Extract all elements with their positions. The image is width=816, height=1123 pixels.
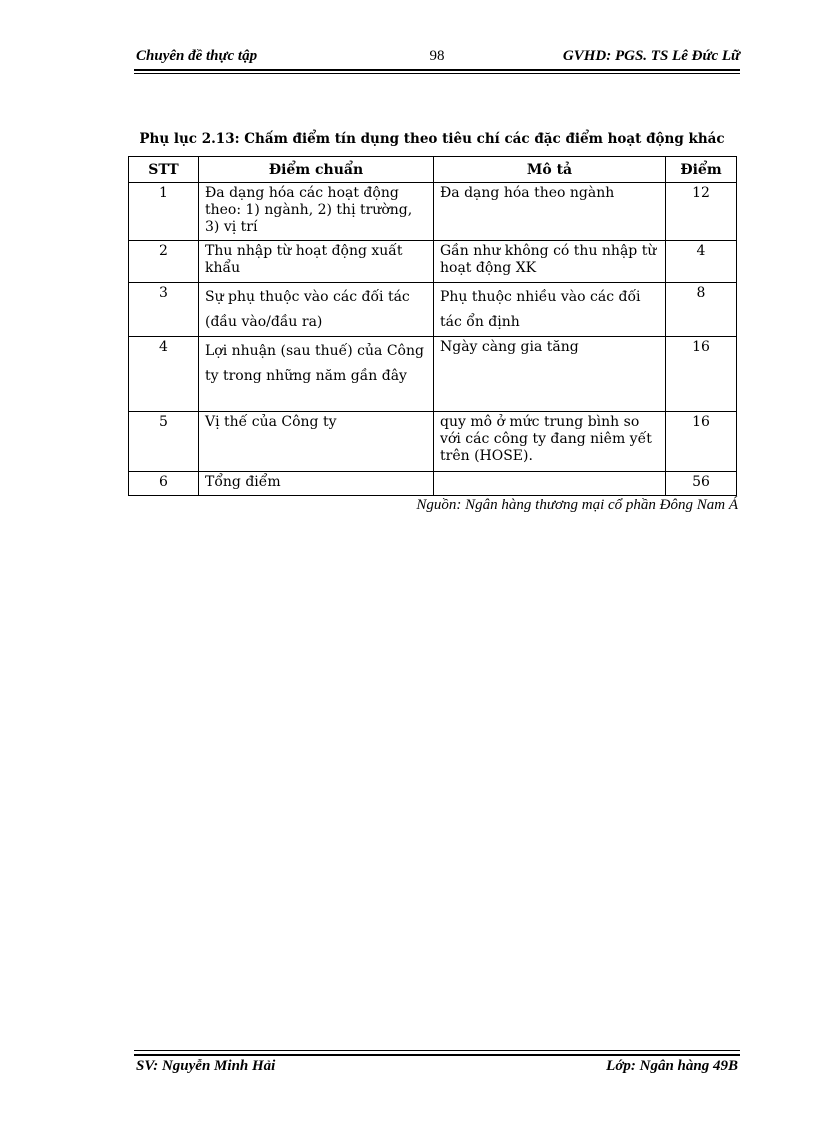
footer-class: Lớp: Ngân hàng 49B bbox=[606, 1058, 738, 1074]
table-row-total bbox=[129, 472, 737, 496]
table-row bbox=[129, 183, 737, 241]
row-stt: 4 bbox=[129, 337, 199, 412]
row-stt: 2 bbox=[129, 241, 199, 283]
header-divider-thin bbox=[134, 73, 740, 74]
table-row bbox=[129, 283, 737, 337]
row-description: Gần như không có thu nhập từ hoạt động XK bbox=[434, 241, 666, 283]
column-header-criterion: Điểm chuẩn bbox=[199, 157, 434, 183]
row-score: 56 bbox=[666, 472, 737, 496]
table-caption: Phụ lục 2.13: Chấm điểm tín dụng theo tiêu chí các đặc điểm hoạt động khác bbox=[139, 131, 725, 147]
footer-student: SV: Nguyễn Minh Hải bbox=[136, 1058, 276, 1074]
footer-divider-thin bbox=[134, 1050, 740, 1051]
header-supervisor: GVHD: PGS. TS Lê Đức Lữ bbox=[562, 48, 740, 64]
row-score: 12 bbox=[666, 183, 737, 241]
table-row bbox=[129, 412, 737, 472]
footer-divider-thick bbox=[134, 1054, 740, 1056]
table-row bbox=[129, 241, 737, 283]
row-description: Phụ thuộc nhiều vào các đối tác ổn định bbox=[434, 283, 666, 337]
row-score: 16 bbox=[666, 412, 737, 472]
row-score: 8 bbox=[666, 283, 737, 337]
row-criterion: Đa dạng hóa các hoạt động theo: 1) ngành, 2) thị trường, 3) vị trí bbox=[199, 183, 434, 241]
row-description: Ngày càng gia tăng bbox=[434, 337, 666, 412]
row-description bbox=[434, 472, 666, 496]
row-stt: 5 bbox=[129, 412, 199, 472]
table-header-row bbox=[129, 157, 737, 183]
table-source-note: Nguồn: Ngân hàng thương mại cổ phần Đông Nam Á bbox=[416, 497, 738, 513]
row-stt: 6 bbox=[129, 472, 199, 496]
row-criterion: Lợi nhuận (sau thuế) của Công ty trong những năm gần đây bbox=[199, 337, 434, 412]
column-header-stt: STT bbox=[129, 157, 199, 183]
column-header-score: Điểm bbox=[666, 157, 737, 183]
row-stt: 1 bbox=[129, 183, 199, 241]
row-score: 4 bbox=[666, 241, 737, 283]
header-page-number: 98 bbox=[429, 48, 445, 64]
table-row bbox=[129, 337, 737, 412]
page-header bbox=[134, 48, 740, 68]
header-document-title: Chuyên đề thực tập bbox=[136, 48, 258, 64]
row-description: Đa dạng hóa theo ngành bbox=[434, 183, 666, 241]
row-criterion: Thu nhập từ hoạt động xuất khẩu bbox=[199, 241, 434, 283]
row-criterion: Sự phụ thuộc vào các đối tác (đầu vào/đầu ra) bbox=[199, 283, 434, 337]
row-criterion: Tổng điểm bbox=[199, 472, 434, 496]
credit-score-table bbox=[128, 156, 737, 496]
row-description: quy mô ở mức trung bình so với các công ty đang niêm yết trên (HOSE). bbox=[434, 412, 666, 472]
column-header-description: Mô tả bbox=[434, 157, 666, 183]
row-criterion: Vị thế của Công ty bbox=[199, 412, 434, 472]
header-divider-thick bbox=[134, 69, 740, 71]
row-stt: 3 bbox=[129, 283, 199, 337]
row-score: 16 bbox=[666, 337, 737, 412]
